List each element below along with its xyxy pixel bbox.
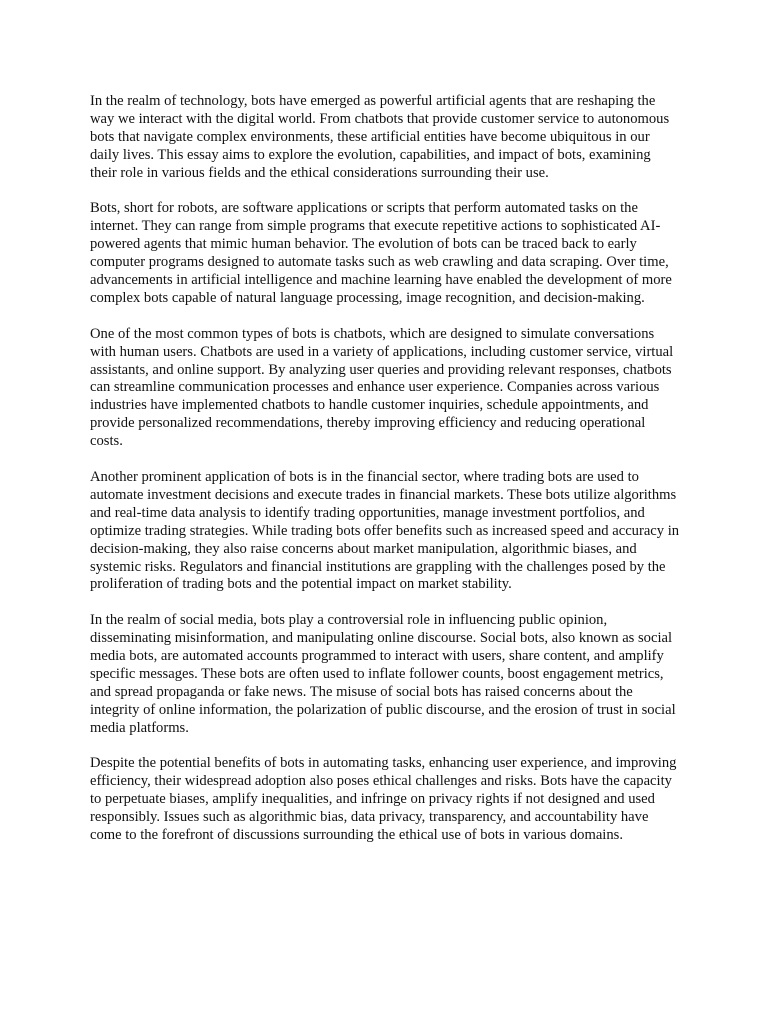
paragraph-1: In the realm of technology, bots have emerged as powerful artificial agents that are reshaping the way we interact with the digital world. From chatbots that provide customer service to autonomous bots that navigate complex environments, these artificial entities have become ubiquitous in our daily lives. This essay aims to explore the evolution, capabilities, and impact of bots, examining their role in various fields and the ethical considerations surrounding their use. [90, 93, 670, 181]
document-page [90, 93, 680, 863]
paragraph-6: Despite the potential benefits of bots in automating tasks, enhancing user experience, and improving efficiency, their widespread adoption also poses ethical challenges and risks. Bots have the capacity to perpetuate biases, amplify inequalities, and infringe on privacy rights if not designed and used responsibly. Issues such as algorithmic bias, data privacy, transparency, and accountability have come to the forefront of discussions surrounding the ethical use of bots in various domains. [90, 755, 677, 844]
paragraph-5: In the realm of social media, bots play a controversial role in influencing public opinion, disseminating misinformation, and manipulating online discourse. Social bots, also known as social media bots, are automated accounts programmed to interact with users, share content, and amplify specific messages. These bots are often used to inflate follower counts, boost engagement metrics, and spread propaganda or fake news. The misuse of social bots has raised concerns about the integrity of online information, the polarization of public discourse, and the erosion of trust in social media platforms. [90, 612, 676, 736]
paragraph-2: Bots, short for robots, are software applications or scripts that perform automated tasks on the internet. They can range from simple programs that execute repetitive actions to sophisticated AI-powered agents that mimic human behavior. The evolution of bots can be traced back to early computer programs designed to automate tasks such as web crawling and data scraping. Over time, advancements in artificial intelligence and machine learning have enabled the development of more complex bots capable of natural language processing, image recognition, and decision-making. [90, 200, 672, 306]
paragraph-3: One of the most common types of bots is chatbots, which are designed to simulate conversations with human users. Chatbots are used in a variety of applications, including customer service, virtual assistants, and online support. By analyzing user queries and providing relevant responses, chatbots can streamline communication processes and enhance user experience. Companies across various industries have implemented chatbots to handle customer inquiries, schedule appointments, and provide personalized recommendations, thereby improving efficiency and reducing operational costs. [90, 325, 674, 450]
paragraph-4: Another prominent application of bots is in the financial sector, where trading bots are used to automate investment decisions and execute trades in financial markets. These bots utilize algorithms and real-time data analysis to identify trading opportunities, manage investment portfolios, and optimize trading strategies. While trading bots offer benefits such as increased speed and accuracy in decision-making, they also raise concerns about market manipulation, algorithmic biases, and systemic risks. Regulators and financial institutions are grappling with the challenges posed by the proliferation of trading bots and the potential impact on market stability. [90, 468, 680, 593]
